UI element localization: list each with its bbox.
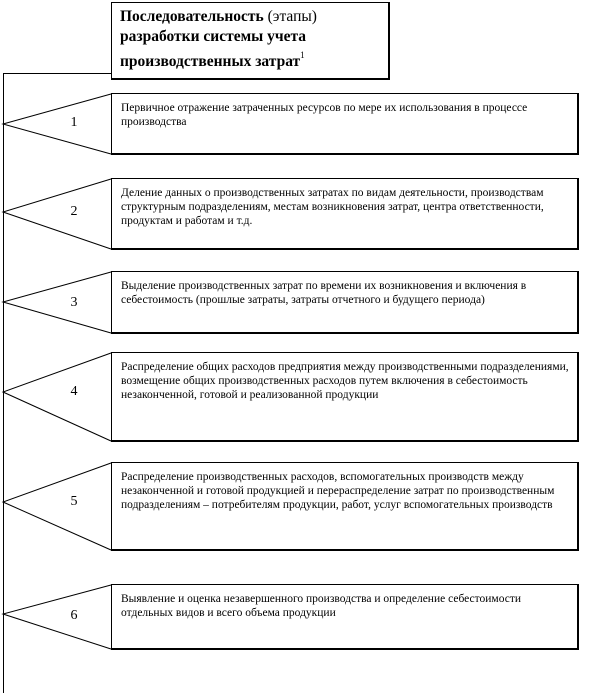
step-4-number: 4 <box>70 384 78 399</box>
step-5-text: Распределение производственных расходов, вспомогательных производств между незаконченной и готовой продукцией и перераспределение затрат по производственным подразделениям – потребителям продукции, работ, услуг вспомогательных производств <box>121 471 555 512</box>
step-2-text: Деление данных о производственных затратах по видам деятельности, производствам структурным подразделениям, местам возникновения затрат, центра ответственности, продуктам и работам и т.д. <box>121 187 544 228</box>
step-1-box <box>111 93 579 155</box>
step-3-box <box>111 271 579 334</box>
title-part-3: разработки системы учета производственных затрат <box>120 28 307 71</box>
step-1-number: 1 <box>70 115 78 130</box>
step-2-box <box>111 178 579 250</box>
step-3-number: 3 <box>70 295 78 310</box>
step-6-number: 6 <box>70 608 78 623</box>
step-5-box <box>111 462 579 551</box>
title-footnote: 1 <box>300 50 305 60</box>
connector-top-line <box>3 73 111 74</box>
step-1-text: Первичное отражение затраченных ресурсов по мере их использования в процессе производства <box>121 102 528 129</box>
step-5-number: 5 <box>70 494 78 509</box>
step-4-box <box>111 352 579 442</box>
title-part-1: Последовательность <box>120 8 264 25</box>
diagram-title <box>111 2 390 80</box>
step-6-box <box>111 584 579 650</box>
step-3-text: Выделение производственных затрат по времени их возникновения и включения в себестоимость (прошлые затраты, затраты отчетного и будущего периода) <box>121 280 527 307</box>
step-6-text: Выявление и оценка незавершенного производства и определение себестоимости отдельных видов и всего объема продукции <box>121 593 522 620</box>
step-2-number: 2 <box>70 204 78 219</box>
title-part-2: (этапы) <box>263 8 317 25</box>
step-4-text: Распределение общих расходов предприятия между производственными подразделениями, возмещение общих производственных расходов путем включения в себестоимость незаконченной, готовой и реализованной продукции <box>121 361 569 402</box>
